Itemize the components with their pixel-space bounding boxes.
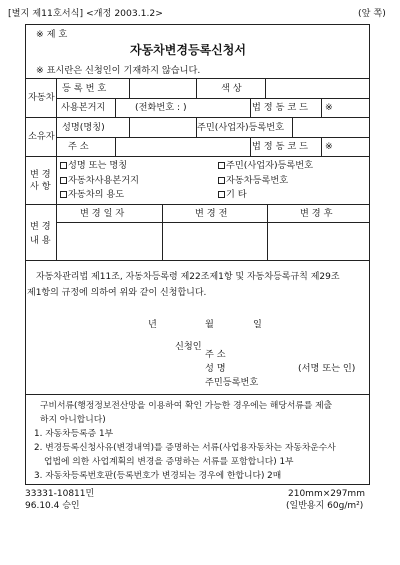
rule	[250, 98, 251, 117]
change-option-id[interactable]: 주민(사업자)등록번호	[218, 161, 313, 170]
rule	[196, 78, 197, 98]
change-details-label-2: 내 용	[30, 235, 51, 246]
applicant-id-label: 주민등록번호	[205, 377, 259, 388]
change-items-label-2: 사 항	[30, 181, 51, 192]
vehicle-base-location-label: 사용본거지	[61, 102, 106, 113]
rule	[321, 98, 322, 117]
applicant-name-label: 성 명	[205, 363, 226, 374]
document-item-1: 1. 자동차등록증 1부	[34, 429, 114, 439]
checkbox[interactable]	[218, 162, 225, 169]
rule	[129, 117, 130, 137]
rule	[267, 204, 268, 260]
change-option-other[interactable]: 기 타	[218, 190, 247, 199]
checkbox[interactable]	[60, 162, 67, 169]
owner-id-label: 주민(사업자)등록번호	[197, 122, 285, 133]
change-option-base-location[interactable]: 자동차사용본거지	[60, 176, 139, 185]
vehicle-phone-label: (전화번호 : )	[135, 102, 187, 113]
rule	[25, 260, 370, 261]
footer-paper-size: 210mm×297mm	[288, 489, 365, 499]
rule	[265, 78, 266, 98]
vehicle-legal-code-label: 법 정 동 코 드	[252, 102, 309, 113]
change-details-label-1: 변 경	[30, 221, 51, 232]
receipt-number-label: ※ 제 호	[36, 29, 68, 40]
rule	[56, 78, 57, 260]
document-item-2-line-1: 2. 변경등록신청사유(변경내역)를 증명하는 서류(사업용자동차는 자동차운수사	[34, 443, 336, 453]
rule	[115, 98, 116, 117]
footer-paper-type: (일반용지 60g/m²)	[286, 501, 364, 511]
vehicle-section-label: 자동차	[28, 92, 55, 103]
notice-text: ※ 표시란은 신청인이 기재하지 않습니다.	[36, 65, 201, 76]
rule	[56, 98, 370, 99]
change-option-reg-number[interactable]: 자동차등록번호	[218, 176, 288, 185]
footer-form-code: 33331-10811민	[25, 489, 95, 499]
checkbox[interactable]	[218, 177, 225, 184]
column-header-change-date: 변 경 일 자	[80, 208, 125, 219]
rule	[25, 156, 370, 157]
vehicle-reg-number-label: 등 록 번 호	[62, 83, 107, 94]
rule	[56, 222, 370, 223]
document-item-2-line-2: 업법에 의한 사업계획의 변경을 증명하는 서류를 포함합니다) 1부	[44, 457, 294, 467]
date-day-label: 일	[253, 319, 262, 330]
form-title: 자동차변경등록신청서	[130, 43, 246, 57]
vehicle-color-label: 색 상	[221, 83, 242, 94]
declaration-line-1: 자동차관리법 제11조, 자동차등록령 제22조제1항 및 자동차등록규칙 제29조	[36, 272, 340, 282]
applicant-address-label: 주 소	[205, 349, 226, 360]
declaration-line-2: 제1항의 규정에 의하여 위와 같이 신청합니다.	[27, 288, 207, 298]
rule	[162, 204, 163, 260]
owner-address-label: 주 소	[68, 141, 89, 152]
owner-name-label: 성명(명칭)	[62, 122, 105, 133]
rule	[25, 117, 370, 118]
rule	[25, 394, 370, 395]
checkbox[interactable]	[218, 191, 225, 198]
footer-approval: 96.10.4 승인	[25, 501, 80, 511]
documents-intro-line-2: 하지 아니합니다)	[40, 415, 106, 425]
checkbox[interactable]	[60, 177, 67, 184]
owner-office-mark: ※	[325, 141, 333, 152]
documents-intro-line-1: 구비서류(행정정보전산망을 이용하여 확인 가능한 경우에는 해당서류를 제출	[40, 401, 333, 411]
owner-legal-code-label: 법 정 동 코 드	[252, 141, 309, 152]
change-items-label-1: 변 경	[30, 169, 51, 180]
form-number: [별지 제11호서식] <개정 2003.1.2>	[8, 8, 163, 19]
rule	[292, 117, 293, 137]
page-side-label: (앞 쪽)	[358, 8, 386, 19]
column-header-before: 변 경 전	[195, 208, 228, 219]
document-item-3: 3. 자동차등록번호판(등록번호가 변경되는 경우에 한합니다) 2매	[34, 471, 282, 481]
signature-label: (서명 또는 인)	[298, 363, 356, 374]
rule	[56, 137, 370, 138]
rule	[129, 78, 130, 98]
checkbox[interactable]	[60, 191, 67, 198]
rule	[321, 137, 322, 156]
column-header-after: 변 경 후	[300, 208, 333, 219]
rule	[25, 204, 370, 205]
vehicle-office-mark: ※	[325, 102, 333, 113]
date-month-label: 월	[205, 319, 214, 330]
applicant-label: 신청인	[175, 341, 202, 352]
owner-section-label: 소유자	[28, 131, 55, 142]
change-option-name[interactable]: 성명 또는 명칭	[60, 161, 127, 170]
change-option-usage[interactable]: 자동차의 용도	[60, 190, 124, 199]
rule	[250, 137, 251, 156]
rule	[25, 78, 370, 79]
rule	[115, 137, 116, 156]
date-year-label: 년	[148, 319, 157, 330]
